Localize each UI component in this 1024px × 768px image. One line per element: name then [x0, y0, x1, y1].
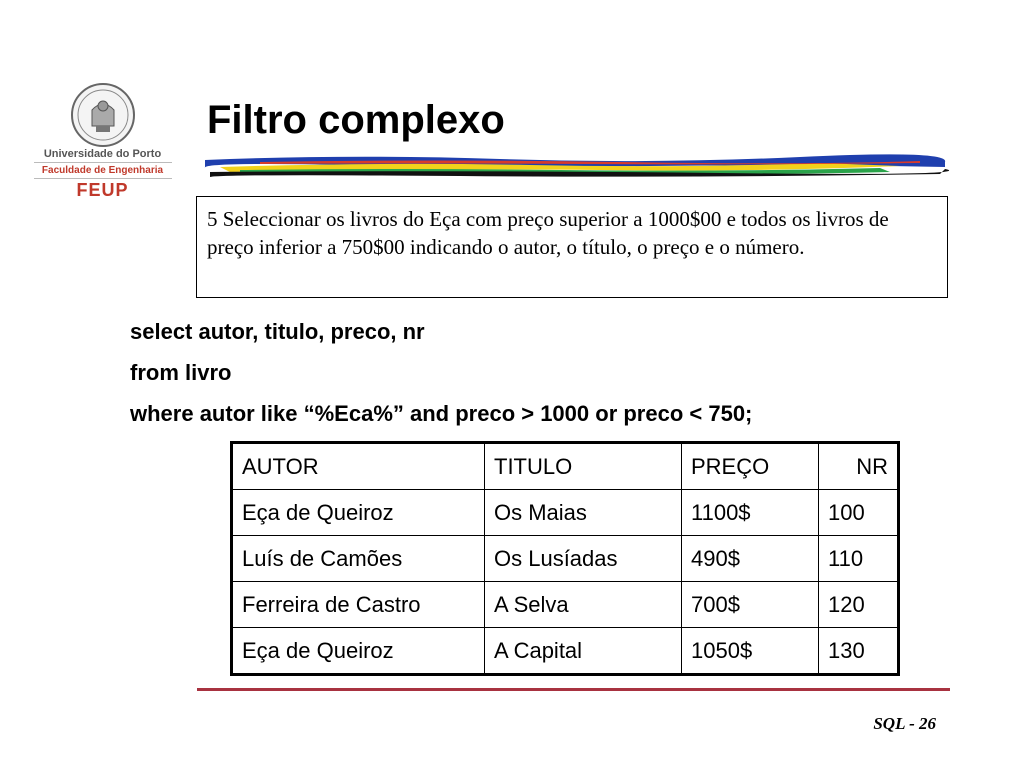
feup-logo [30, 82, 175, 207]
decorative-brush-stroke [200, 150, 950, 182]
table-cell: A Capital [485, 628, 682, 675]
column-header-titulo: TITULO [485, 443, 682, 490]
logo-divider [34, 162, 172, 163]
footer-divider [197, 688, 950, 691]
table-cell: Luís de Camões [232, 536, 485, 582]
sql-query [130, 317, 752, 440]
results-table [230, 441, 900, 676]
table-cell: Eça de Queiroz [232, 628, 485, 675]
table-cell: 1100$ [682, 490, 819, 536]
faculty-name: Faculdade de Engenharia [41, 165, 164, 176]
table-cell: Eça de Queiroz [232, 490, 485, 536]
column-header-autor: AUTOR [232, 443, 485, 490]
table-row [232, 536, 899, 582]
table-cell: Os Lusíadas [485, 536, 682, 582]
table-row [232, 628, 899, 675]
sql-line: select autor, titulo, preco, nr [130, 319, 425, 344]
sql-line: where autor like “%Eca%” and preco > 1000 or preco < 750; [130, 401, 753, 426]
table-cell: 110 [819, 536, 899, 582]
logo-divider [34, 178, 172, 179]
university-name: Universidade do Porto [43, 148, 162, 160]
column-header-nr: NR [819, 443, 899, 490]
table-cell: 490$ [682, 536, 819, 582]
slide-title: Filtro complexo [207, 98, 505, 142]
table-cell: Os Maias [485, 490, 682, 536]
table-cell: 130 [819, 628, 899, 675]
university-seal-icon [70, 82, 136, 148]
table-row [232, 582, 899, 628]
page-number: SQL - 26 [873, 714, 936, 733]
sql-line: from livro [130, 360, 232, 385]
column-header-preco: PREÇO [682, 443, 819, 490]
table-header-row [232, 443, 899, 490]
table-cell: 100 [819, 490, 899, 536]
table-cell: 120 [819, 582, 899, 628]
table-cell: 700$ [682, 582, 819, 628]
table-row [232, 490, 899, 536]
faculty-acronym: FEUP [76, 180, 129, 200]
task-description: 5 Seleccionar os livros do Eça com preço superior a 1000$00 e todos os livros de preço inferior a 750$00 indicando o autor, o título, o preço e o número. [196, 196, 948, 298]
table-cell: A Selva [485, 582, 682, 628]
table-cell: Ferreira de Castro [232, 582, 485, 628]
table-cell: 1050$ [682, 628, 819, 675]
